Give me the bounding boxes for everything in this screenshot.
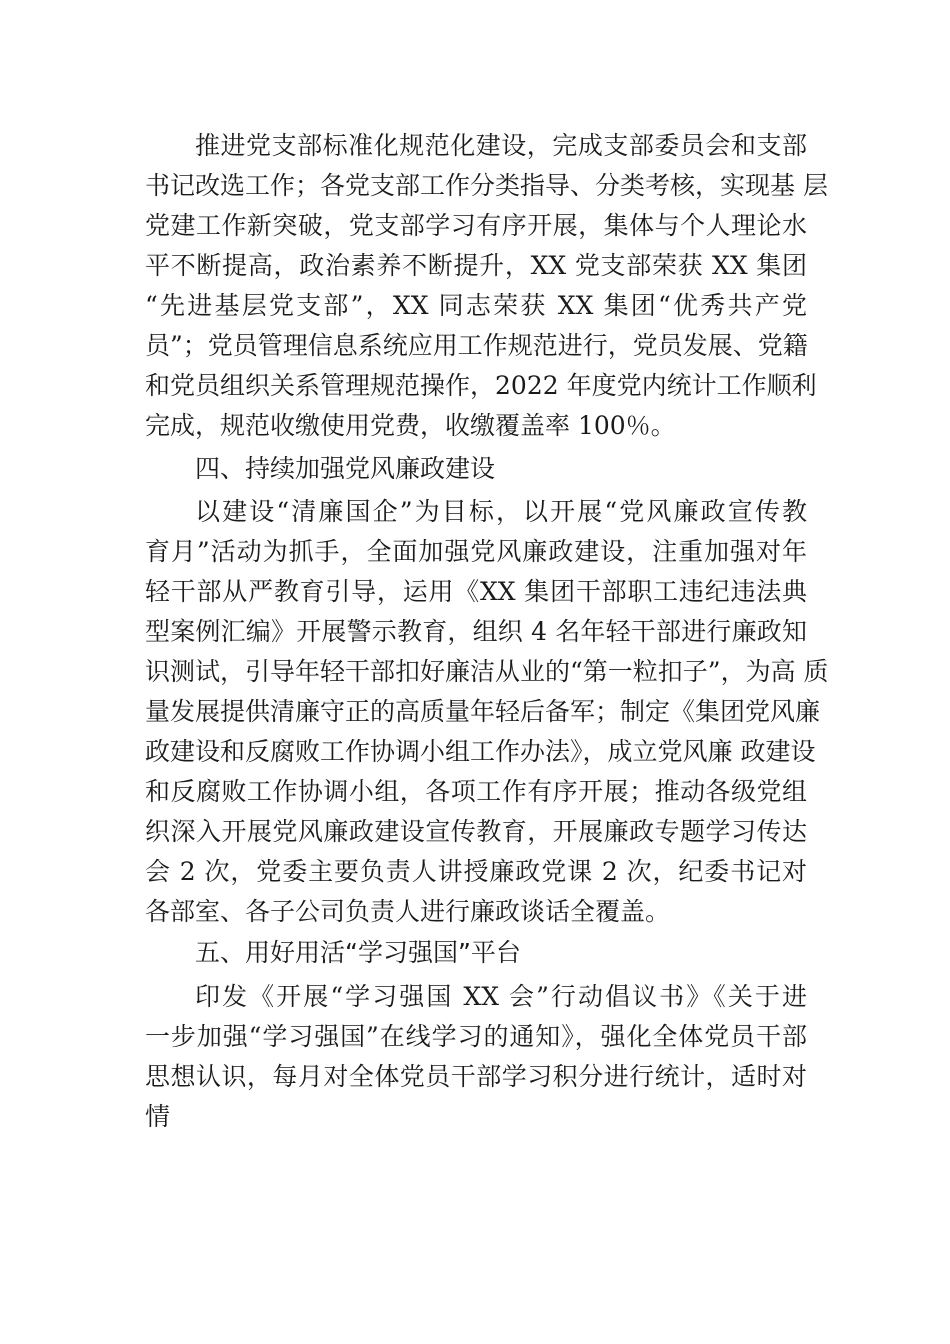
paragraph-3-line-1: 印发《开展“学习强国 XX 会”行动倡议书》《关于进 bbox=[195, 982, 807, 1011]
paragraph-2-line-9: 织深入开展党风廉政建设宣传教育，开展廉政专题学习传达 bbox=[145, 817, 807, 846]
section-heading-4: 四、持续加强党风廉政建设 bbox=[195, 454, 496, 483]
paragraph-1-line-5: “先进基层党支部”，XX 同志荣获 XX 集团“优秀共产党 bbox=[145, 291, 807, 320]
paragraph-3-line-3: 思想认识，每月对全体党员干部学习积分进行统计，适时对 bbox=[145, 1062, 807, 1091]
paragraph-2-line-3: 轻干部从严教育引导，运用《XX 集团干部职工违纪违法典 bbox=[145, 577, 807, 606]
paragraph-2-line-11: 各部室、各子公司负责人进行廉政谈话全覆盖。 bbox=[145, 897, 671, 926]
paragraph-2-line-6: 量发展提供清廉守正的高质量年轻后备军；制定《集团党风廉 bbox=[145, 697, 821, 726]
paragraph-3-line-4: 情 bbox=[145, 1102, 171, 1131]
paragraph-1-line-1: 推进党支部标准化规范化建设，完成支部委员会和支部 bbox=[195, 131, 807, 160]
paragraph-2-line-2: 育月”活动为抓手，全面加强党风廉政建设，注重加强对年 bbox=[145, 537, 807, 566]
paragraph-1-line-2: 书记改选工作；各党支部工作分类指导、分类考核，实现基 层 bbox=[145, 171, 828, 200]
paragraph-2-line-4: 型案例汇编》开展警示教育，组织 4 名年轻干部进行廉政知 bbox=[145, 617, 807, 646]
paragraph-2-line-1: 以建设“清廉国企”为目标，以开展“党风廉政宣传教 bbox=[195, 497, 807, 526]
paragraph-1-line-7: 和党员组织关系管理规范操作，2022 年度党内统计工作顺利 bbox=[145, 371, 817, 400]
paragraph-2-line-8: 和反腐败工作协调小组，各项工作有序开展；推动各级党组 bbox=[145, 777, 807, 806]
paragraph-1-line-3: 党建工作新突破，党支部学习有序开展，集体与个人理论水 bbox=[145, 211, 807, 240]
paragraph-1-line-8: 完成，规范收缴使用党费，收缴覆盖率 100％。 bbox=[145, 411, 676, 440]
paragraph-1-line-4: 平不断提高，政治素养不断提升，XX 党支部荣获 XX 集团 bbox=[145, 251, 807, 280]
paragraph-2-line-10: 会 2 次，党委主要负责人讲授廉政党课 2 次，纪委书记对 bbox=[145, 857, 807, 886]
paragraph-2-line-7: 政建设和反腐败工作协调小组工作办法》，成立党风廉 政建设 bbox=[145, 737, 816, 766]
section-heading-5: 五、用好用活“学习强国”平台 bbox=[195, 938, 521, 967]
paragraph-1-line-6: 员”；党员管理信息系统应用工作规范进行，党员发展、党籍 bbox=[145, 331, 808, 360]
paragraph-2-line-5: 识测试，引导年轻干部扣好廉洁从业的“第一粒扣子”，为高 质 bbox=[145, 657, 829, 686]
paragraph-3-line-2: 一步加强“学习强国”在线学习的通知》，强化全体党员干部 bbox=[145, 1022, 807, 1051]
